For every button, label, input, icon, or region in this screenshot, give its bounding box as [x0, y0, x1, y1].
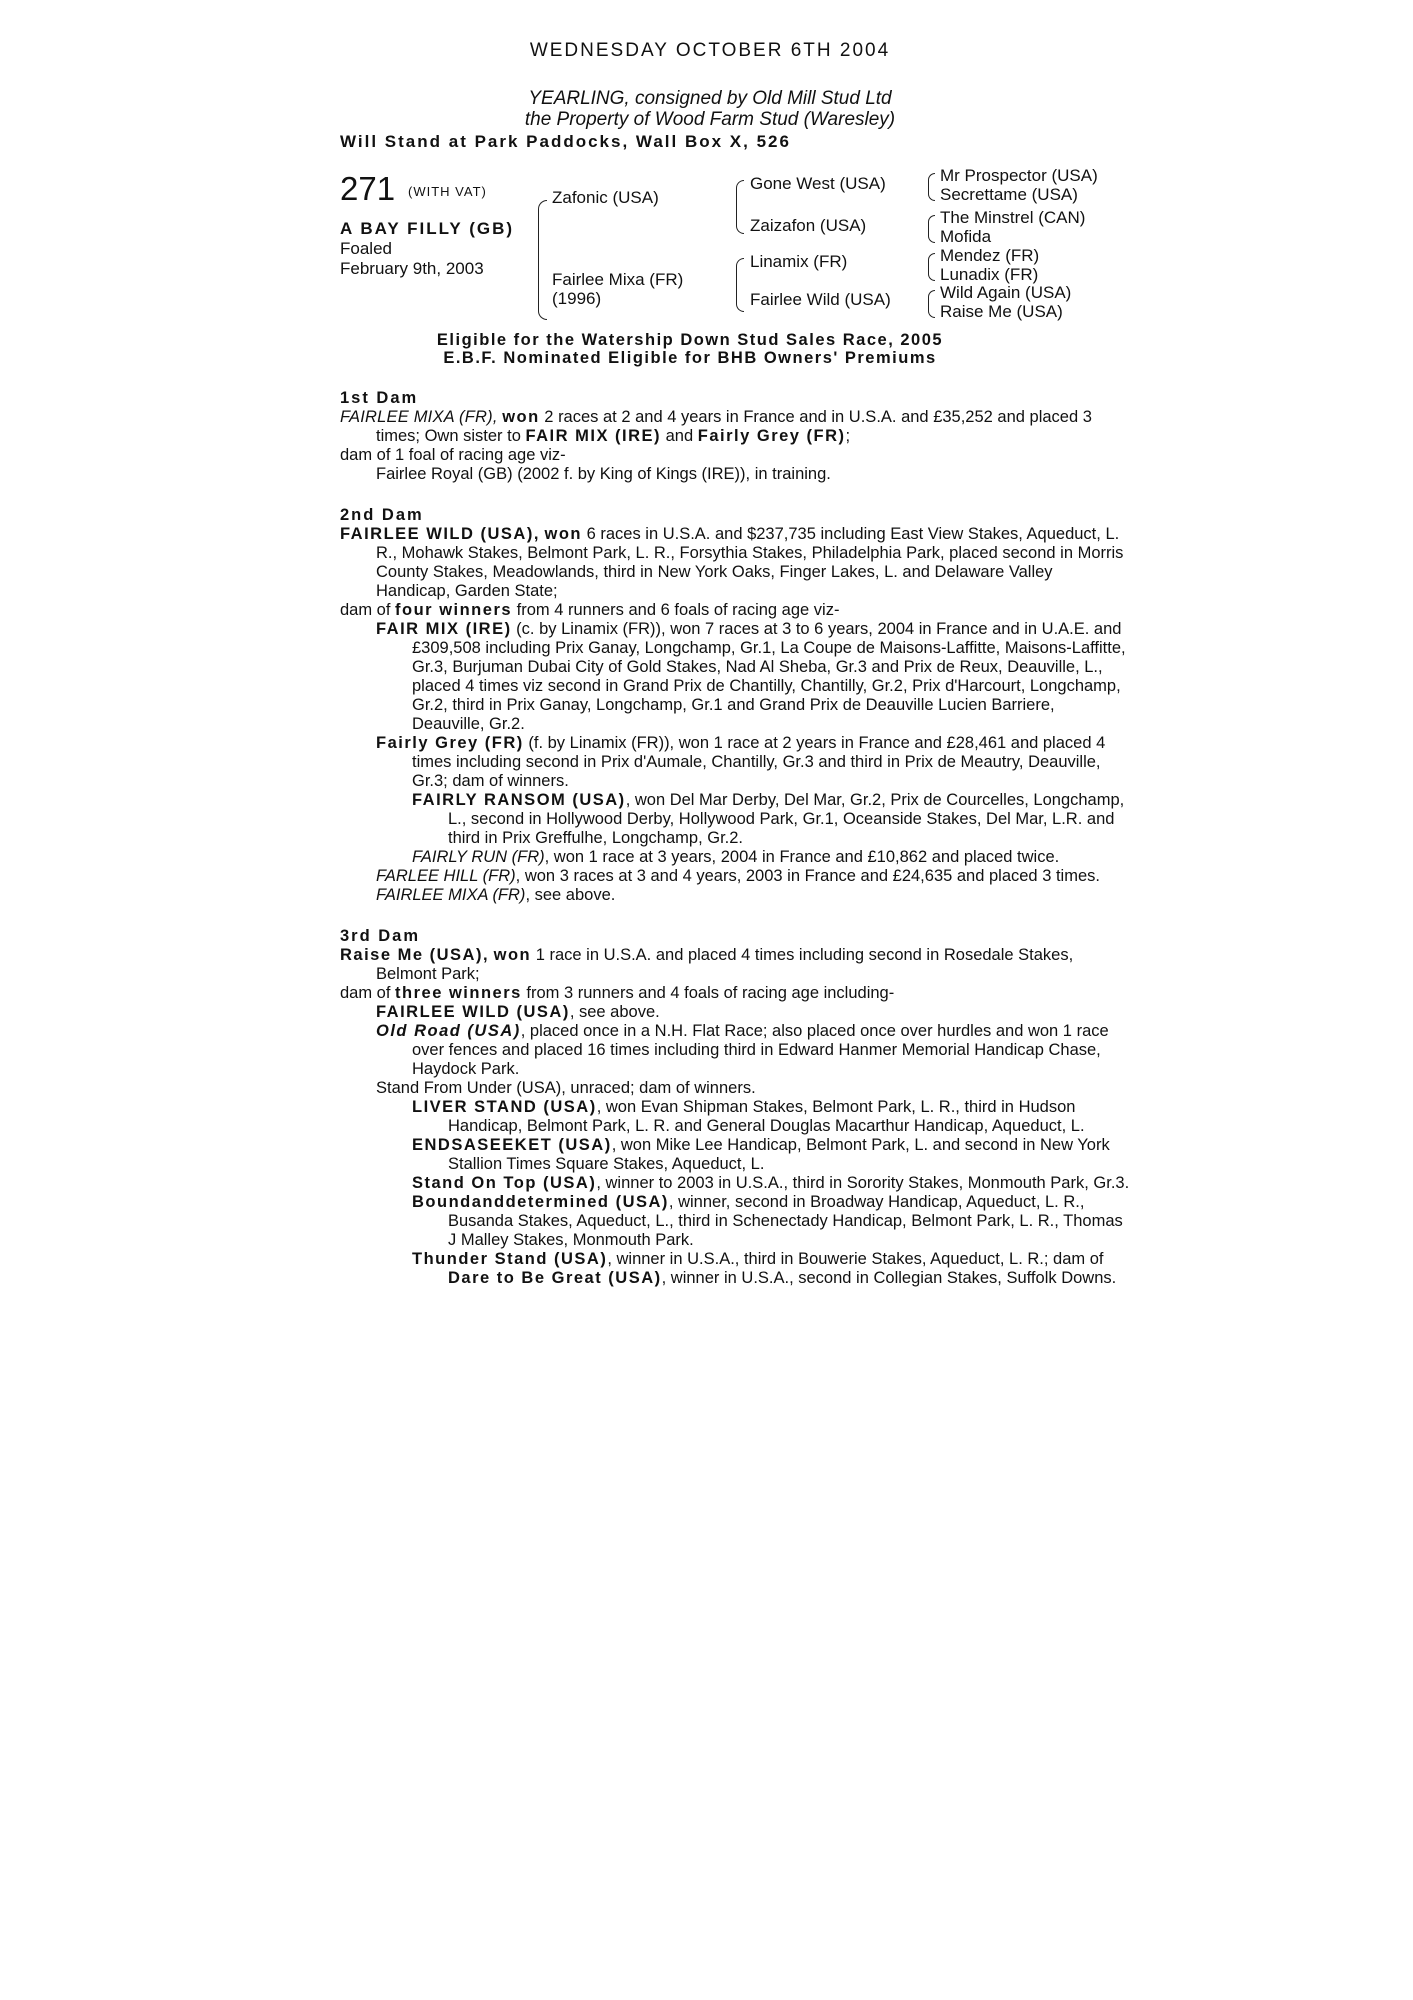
- horse-name: Boundanddetermined (USA): [412, 1193, 669, 1211]
- third-dam-section: [340, 927, 1130, 1288]
- horse-name: Dare to Be Great (USA): [448, 1269, 662, 1287]
- record-text: ;: [845, 427, 851, 445]
- second-dam-produce: [340, 601, 1130, 620]
- record-text: and: [661, 427, 698, 445]
- brace-2: [928, 215, 935, 243]
- horse-name: Stand On Top (USA): [412, 1174, 597, 1192]
- record-text: , see above.: [525, 886, 616, 904]
- record-text: , won 1 race at 3 years, 2004 in France and £10,862 and placed twice.: [544, 848, 1060, 866]
- eligibility-line-2: E.B.F. Nominated Eligible for BHB Owners' Premiums: [443, 349, 937, 367]
- section-heading: 3rd Dam: [340, 927, 421, 945]
- won-label: won: [502, 408, 540, 426]
- second-dam-section: [340, 506, 1130, 905]
- horse-name: LIVER STAND (USA): [412, 1098, 597, 1116]
- record-text: dam of: [340, 601, 396, 619]
- record-text: , won 3 races at 3 and 4 years, 2003 in France and £24,635 and placed 3 times.: [515, 867, 1100, 885]
- dam: Fairlee Mixa (FR): [552, 270, 684, 289]
- eligibility-line-1: Eligible for the Watership Down Stud Sales Race, 2005: [436, 331, 944, 349]
- record-text: 1 race in U.S.A. and placed 4 times including second in Rosedale Stakes, Belmont Park;: [376, 946, 1074, 983]
- record-text: (f. by Linamix (FR)), won 1 race at 2 years in France and £28,461 and placed 4 times including second in Prix d'Aumale, Chantilly, Gr.3 and third in Prix de Meautry, Deauville, Gr.3; dam of winners.: [412, 734, 1106, 790]
- record-text: , winner, second in Broadway Handicap, Aqueduct, L. R., Busanda Stakes, Aqueduct, L., third in Schenectady Handicap, Belmont Park, L. R., Thomas J Malley Stakes, Monmouth Park.: [448, 1193, 1123, 1249]
- horse-name: Fairly Grey (FR): [376, 734, 524, 752]
- winners-count: three winners: [395, 984, 522, 1002]
- first-dam-produce: dam of 1 foal of racing age viz-: [340, 446, 566, 464]
- foaled-label: Foaled: [340, 239, 392, 258]
- sire-dam-brace: [538, 200, 547, 320]
- dam-line-brace: [736, 258, 744, 312]
- foaled-date: February 9th, 2003: [340, 259, 484, 278]
- record-text: , won Mike Lee Handicap, Belmont Park, L. and second in New York Stallion Times Square Stakes, Aqueduct, L.: [448, 1136, 1110, 1173]
- produce-entry: [340, 1098, 1130, 1136]
- pedigree-block: [340, 166, 1130, 331]
- record-text: (c. by Linamix (FR)), won 7 races at 3 to 6 years, 2004 in France and in U.A.E. and £309,508 including Prix Ganay, Longchamp, Gr.1, La Coupe de Maisons-Laffitte, Maisons-Laffitte, Gr.3, Burjuman Dubai City of Gold Stakes, Nad Al Sheba, Gr.3 and Prix de Reux, Deauville, L., placed 4 times viz second in Grand Prix de Chantilly, Chantilly, Gr.2, Prix d'Harcourt, Longchamp, Gr.2, third in Prix Ganay, Longchamp, Gr.1 and Grand Prix de Deauville Lucien Barriere, Deauville, Gr.2.: [412, 620, 1126, 733]
- produce-entry: [340, 1174, 1130, 1193]
- horse-name: FAIR MIX (IRE): [525, 427, 662, 445]
- horse-name: FAIR MIX (IRE): [376, 620, 512, 638]
- dam-year: (1996): [552, 289, 602, 308]
- horse-name: ENDSASEEKET (USA): [412, 1136, 612, 1154]
- horse-name: FAIRLEE WILD (USA): [376, 1003, 570, 1021]
- record-text: 6 races in U.S.A. and $237,735 including East View Stakes, Aqueduct, L. R., Mohawk Stakes, Belmont Park, L. R., Forsythia Stakes, Philadelphia Park, placed second in Morris County Stakes, Meadowlands, third in New York Oaks, Finger Lakes, L. and Delaware Valley Handicap, Garden State;: [376, 525, 1124, 600]
- section-heading: 2nd Dam: [340, 506, 424, 524]
- sire-dam: Zaizafon (USA): [750, 216, 867, 235]
- brace-4: [928, 290, 935, 318]
- horse-name: FARLEE HILL (FR): [376, 867, 516, 885]
- record-text: from 4 runners and 6 foals of racing age viz-: [512, 601, 840, 619]
- record-text: dam of: [340, 984, 396, 1002]
- catalogue-page: [340, 40, 1130, 1288]
- lot-number: 271: [340, 170, 396, 207]
- record-text: , winner in U.S.A., third in Bouwerie Stakes, Aqueduct, L. R.; dam of: [607, 1250, 1104, 1268]
- vat-note: (WITH VAT): [408, 184, 487, 199]
- record-text: from 3 runners and 4 foals of racing age including-: [521, 984, 895, 1002]
- stand-location: Will Stand at Park Paddocks, Wall Box X, 526: [340, 132, 791, 151]
- horse-name: Old Road (USA): [376, 1022, 521, 1040]
- produce-entry: [340, 848, 1130, 867]
- won-label: won: [493, 946, 532, 964]
- record-text: 2 races at 2 and 4 years in France and in U.S.A. and £35,252 and placed 3 times; Own sister to: [376, 408, 1092, 445]
- sire-sire: Gone West (USA): [750, 174, 886, 193]
- section-heading: 1st Dam: [340, 389, 419, 407]
- gg-3: The Minstrel (CAN): [940, 208, 1086, 227]
- produce-entry: [340, 867, 1130, 886]
- record-text: , winner to 2003 in U.S.A., third in Sorority Stakes, Monmouth Park, Gr.3.: [596, 1174, 1130, 1192]
- horse-name: FAIRLEE MIXA (FR),: [340, 408, 498, 426]
- horse-name: Thunder Stand (USA): [412, 1250, 608, 1268]
- produce-entry: [340, 1022, 1130, 1079]
- gg-5: Mendez (FR): [940, 246, 1040, 265]
- horse-name: Fairly Grey (FR): [697, 427, 846, 445]
- produce-entry: [340, 734, 1130, 791]
- consignor-line-1: YEARLING, consigned by Old Mill Stud Ltd: [528, 88, 892, 109]
- horse-name: FAIRLEE MIXA (FR): [376, 886, 526, 904]
- won-label: won: [544, 525, 582, 543]
- record-text: , see above.: [569, 1003, 660, 1021]
- brace-1: [928, 173, 935, 201]
- winners-count: four winners: [395, 601, 513, 619]
- produce-entry: [340, 1193, 1130, 1250]
- produce-entry: [340, 886, 1130, 905]
- sale-date: WEDNESDAY OCTOBER 6TH 2004: [529, 40, 891, 61]
- second-dam-record: [340, 525, 1130, 601]
- third-dam-produce: [340, 984, 1130, 1003]
- horse-name: Raise Me (USA),: [340, 946, 490, 964]
- foal-entry: Fairlee Royal (GB) (2002 f. by King of Kings (IRE)), in training.: [376, 465, 831, 483]
- horse-name: FAIRLY RANSOM (USA): [412, 791, 626, 809]
- record-text: , placed once in a N.H. Flat Race; also placed once over hurdles and won 1 race over fences and placed 16 times including third in Edward Hanmer Memorial Handicap Chase, Haydock Park.: [412, 1022, 1109, 1078]
- gg-2: Secrettame (USA): [940, 185, 1078, 204]
- sire: Zafonic (USA): [552, 188, 659, 207]
- gg-6: Lunadix (FR): [940, 265, 1039, 284]
- produce-entry: [340, 1250, 1130, 1288]
- foaled-info: [340, 239, 484, 279]
- gg-8: Raise Me (USA): [940, 302, 1063, 321]
- record-text: , won Evan Shipman Stakes, Belmont Park, L. R., third in Hudson Handicap, Belmont Park, L. R. and General Douglas Macarthur Handicap, Aqueduct, L.: [448, 1098, 1085, 1135]
- record-text: , won Del Mar Derby, Del Mar, Gr.2, Prix de Courcelles, Longchamp, L., second in Hollywood Derby, Hollywood Park, Gr.1, Oceanside Stakes, Del Mar, L.R. and third in Prix Greffulhe, Longchamp, Gr.2.: [448, 791, 1125, 847]
- dam-sire: Linamix (FR): [750, 252, 848, 271]
- gg-7: Wild Again (USA): [940, 283, 1072, 302]
- consignor: [340, 88, 1080, 130]
- horse-name: FAIRLY RUN (FR): [412, 848, 545, 866]
- produce-entry: [340, 1003, 1130, 1022]
- produce-entry: Stand From Under (USA), unraced; dam of winners.: [376, 1079, 756, 1097]
- record-text: , winner in U.S.A., second in Collegian Stakes, Suffolk Downs.: [661, 1269, 1117, 1287]
- first-dam-section: [340, 389, 1130, 484]
- gg-1: Mr Prospector (USA): [940, 166, 1098, 185]
- produce-entry: [340, 620, 1130, 734]
- gg-4: Mofida: [940, 227, 992, 246]
- eligibility: [320, 331, 1060, 367]
- dam-dam: Fairlee Wild (USA): [750, 290, 891, 309]
- first-dam-record: [340, 408, 1130, 446]
- horse-name: FAIRLEE WILD (USA),: [340, 525, 540, 543]
- produce-entry: [340, 1136, 1130, 1174]
- produce-entry: [340, 791, 1130, 848]
- brace-3: [928, 253, 935, 281]
- third-dam-record: [340, 946, 1130, 984]
- consignor-line-2: the Property of Wood Farm Stud (Waresley): [524, 109, 896, 130]
- horse-description: A BAY FILLY (GB): [340, 219, 515, 238]
- sire-line-brace: [736, 180, 744, 234]
